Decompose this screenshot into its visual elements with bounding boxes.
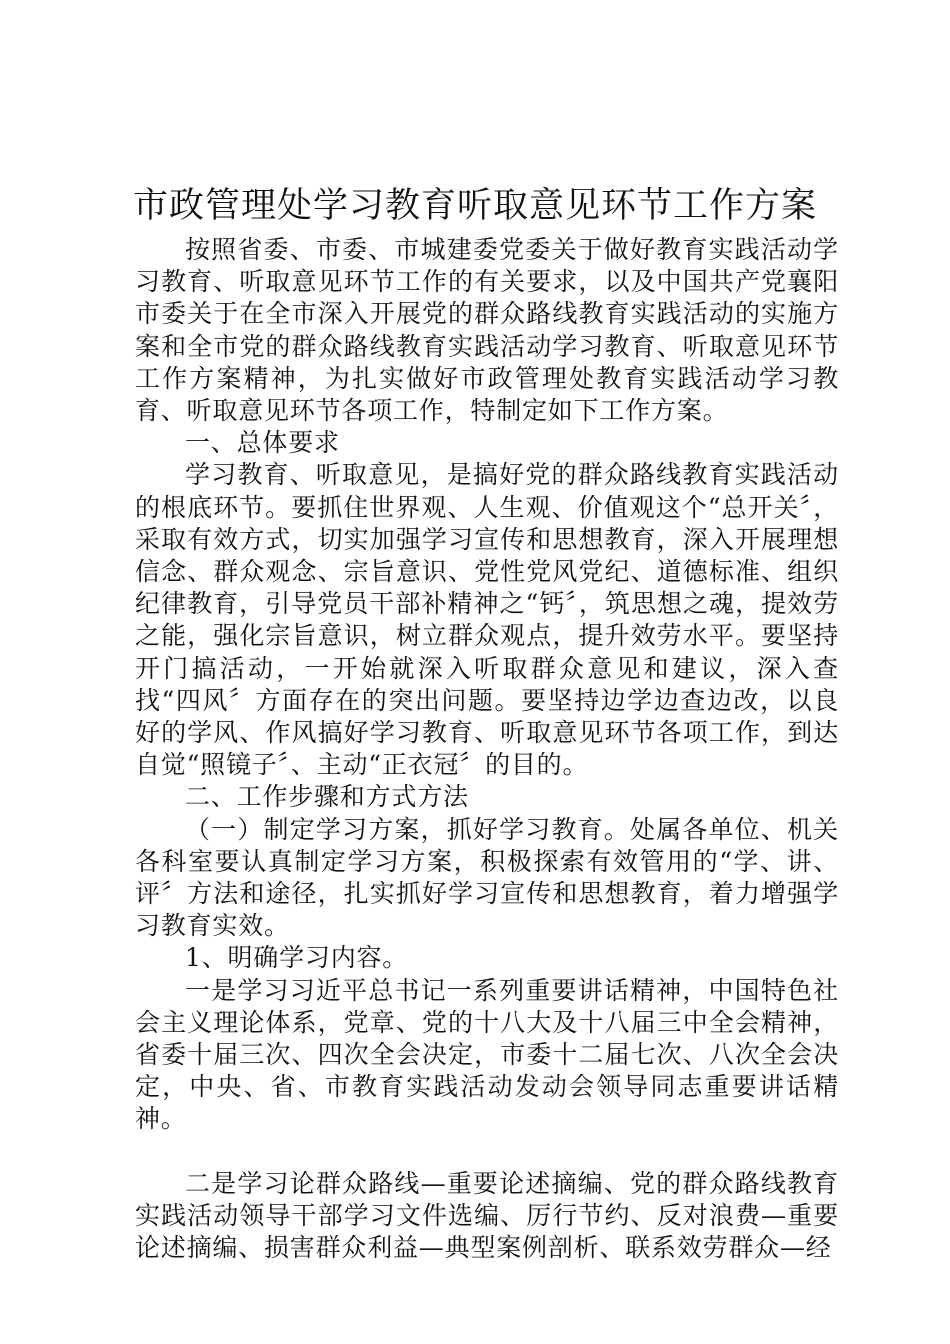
document-body	[135, 234, 839, 1264]
paragraph-second-item: 二是学习论群众路线—重要论述摘编、党的群众路线教育实践活动领导干部学习文件选编、厉行节约、反对浪费—重要论述摘编、损害群众利益—典型案例剖析、联系效劳群众—经	[135, 1168, 839, 1263]
document-title: 市政管理处学习教育听取意见环节工作方案	[132, 186, 817, 226]
heading-general-requirements: 一、总体要求	[185, 428, 340, 458]
heading-study-content: 1、明确学习内容。	[185, 943, 409, 973]
paragraph-general-requirements: 学习教育、听取意见，是搞好党的群众路线教育实践活动的根底环节。要抓住世界观、人生观、价值观这个“总开关〞，采取有效方式，切实加强学习宣传和思想教育，深入开展理想信念、群众观念、宗旨意识、党性党风党纪、道德标准、组织纪律教育，引导党员干部补精神之“钙〞，筑思想之魂，提效劳之能，强化宗旨意识，树立群众观点，提升效劳水平。要坚持开门搞活动，一开始就深入听取群众意见和建议，深入查找“四风〞方面存在的突出问题。要坚持边学边查边改，以良好的学风、作风搞好学习教育、听取意见环节各项工作，到达自觉“照镜子〞、主动“正衣冠〞的目的。	[135, 460, 839, 780]
paragraph-intro: 按照省委、市委、市城建委党委关于做好教育实践活动学习教育、听取意见环节工作的有关要求，以及中国共产党襄阳市委关于在全市深入开展党的群众路线教育实践活动的实施方案和全市党的群众路线教育实践活动学习教育、听取意见环节工作方案精神，为扎实做好市政管理处教育实践活动学习教育、听取意见环节各项工作，特制定如下工作方案。	[135, 235, 839, 426]
paragraph-study-plan: （一）制定学习方案，抓好学习教育。处属各单位、机关各科室要认真制定学习方案，积极探索有效管用的“学、讲、评〞方法和途径，扎实抓好学习宣传和思想教育，着力增强学习教育实效。	[135, 814, 839, 941]
heading-work-steps: 二、工作步骤和方式方法	[185, 782, 469, 812]
paragraph-first-item: 一是学习习近平总书记一系列重要讲话精神，中国特色社会主义理论体系，党章、党的十八大及十八届三中全会精神，省委十届三次、四次全会决定，市委十二届七次、八次全会决定，中央、省、市教育实践活动发动会领导同志重要讲话精神。	[135, 975, 839, 1134]
